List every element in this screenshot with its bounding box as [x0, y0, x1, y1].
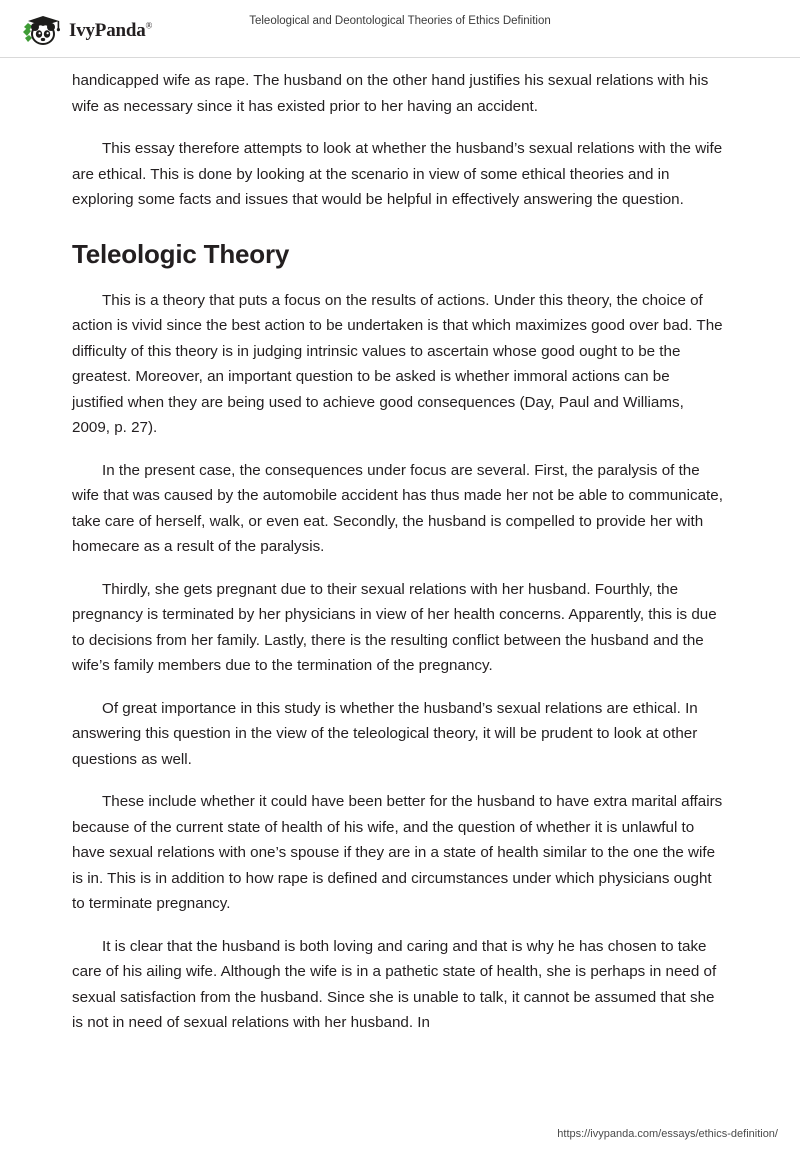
paragraph: This essay therefore attempts to look at whether the husband’s sexual relations with the wife are ethical. This is done by looking at the scenario in view of some ethical theories and in exploring some facts and issues that would be helpful in effectively answering the question. — [72, 140, 723, 208]
paragraph: These include whether it could have been better for the husband to have extra marital affairs because of the current state of health of his wife, and the question of whether it is unlawful to have sexual relations with one’s spouse if they are in a state of health similar to the one the wife is in. This is in addition to how rape is defined and circumstances under which physicians ought to terminate pregnancy. — [72, 793, 723, 912]
paragraph: This is a theory that puts a focus on the results of actions. Under this theory, the choice of action is vivid since the best action to be undertaken is that which maximizes good over bad. The difficulty of this theory is in judging intrinsic values to ascertain whose good ought to be the greatest. Moreover, an important question to be asked is whether immoral actions can be justified when they are being used to achieve good consequences (Day, Paul and Williams, 2009, p. 27). — [72, 291, 723, 436]
header-divider — [0, 57, 800, 58]
brand-name: IvyPanda® — [69, 20, 153, 41]
section-heading: Teleologic Theory — [72, 238, 290, 269]
paragraph: Thirdly, she gets pregnant due to their sexual relations with her husband. Fourthly, the pregnancy is terminated by her physicians in view of her health concerns. Apparently, this is due to decisions from her family. Lastly, there is the resulting conflict between the husband and the wife’s family members due to the termination of the pregnancy. — [72, 580, 717, 674]
footer-source-url[interactable]: https://ivypanda.com/essays/ethics-definition/ — [557, 1128, 778, 1140]
paragraph: handicapped wife as rape. The husband on the other hand justifies his sexual relations with his wife as necessary since it has existed prior to her having an accident. — [72, 72, 709, 115]
paragraph: Of great importance in this study is whether the husband’s sexual relations are ethical. In answering this question in the view of the teleological theory, it will be prudent to look at other questions as well. — [72, 699, 698, 768]
paragraph: In the present case, the consequences under focus are several. First, the paralysis of the wife that was caused by the automobile accident has thus made her not be able to communicate, take care of herself, walk, or even eat. Secondly, the husband is compelled to provide her with homecare as a result of the paralysis. — [72, 461, 723, 555]
registered-mark: ® — [145, 20, 153, 31]
page-title: Teleological and Deontological Theories of Ethics Definition — [249, 15, 551, 27]
paragraph: It is clear that the husband is both loving and caring and that is why he has chosen to take care of his ailing wife. Although the wife is in a pathetic state of health, she is perhaps in need of sexual satisfaction from the husband. Since she is unable to talk, it cannot be assumed that she is not in need of sexual relations with her husband. In — [72, 937, 717, 1031]
document-body — [72, 68, 724, 1053]
page-header — [0, 0, 800, 58]
